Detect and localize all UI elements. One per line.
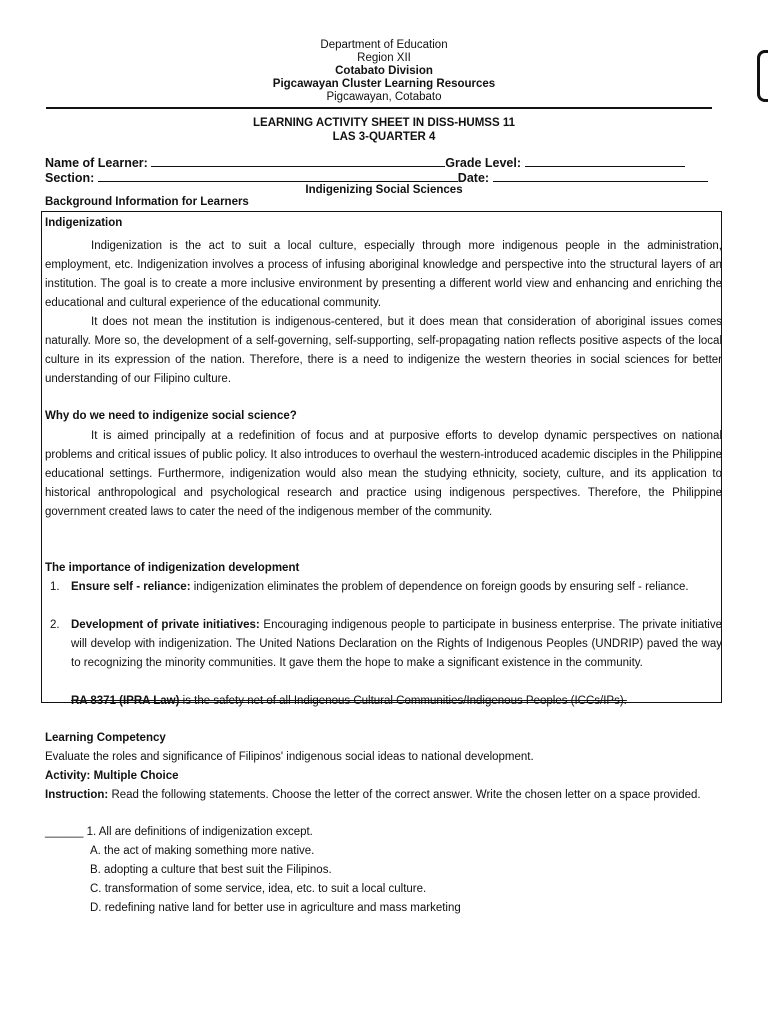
address-line: Pigcawayan, Cotabato — [326, 91, 442, 103]
date-input-line[interactable] — [493, 170, 708, 182]
division-line: Cotabato Division — [335, 65, 433, 77]
list-text: indigenization eliminates the problem of dependence on foreign goods by ensuring self - reliance. — [190, 581, 689, 593]
ra-note — [71, 692, 627, 711]
why-heading: Why do we need to indigenize social science? — [45, 410, 297, 422]
list-item — [45, 616, 722, 692]
list-body — [71, 616, 722, 673]
grade-label: Grade Level: — [445, 156, 522, 170]
section-field-row — [45, 170, 708, 185]
choice-c: C. transformation of some service, idea, etc. to suit a local culture. — [90, 883, 427, 895]
list-item — [45, 578, 722, 616]
activity-heading: Activity: Multiple Choice — [45, 770, 179, 782]
list-body — [71, 578, 722, 597]
grade-input-line[interactable] — [525, 155, 685, 167]
choice-d: D. redefining native land for better use in agriculture and mass marketing — [90, 902, 461, 914]
competency-text: Evaluate the roles and significance of Filipinos' indigenous social ideas to national development. — [45, 751, 534, 763]
department-line: Department of Education — [320, 39, 448, 51]
answer-blank[interactable]: ______ — [45, 826, 84, 838]
cluster-line: Pigcawayan Cluster Learning Resources — [272, 78, 496, 90]
instruction-label: Instruction: — [45, 789, 109, 801]
list-text: Encouraging indigenous people to participate in business enterprise. The private initiative will develop with indigenization. The United Nations Declaration on the Rights of Indigenous Peoples (UNDRIP) paved the way to recognizing the minority communities. It gave them the hope to make a significant existence in the community. — [71, 619, 722, 669]
list-number: 1. — [50, 581, 60, 593]
section-input-line[interactable] — [98, 170, 458, 182]
paragraph-1: Indigenization is the act to suit a local culture, especially through more indigenous people in the administration, employment, etc. Indigenization involves a process of infusing aboriginal knowledge and perspective into the structural layers of an institution. The goal is to create a more inclusive environment by presenting a different world view and enhancing and enriching the educational and cultural experience of the educational community. — [45, 240, 722, 309]
choice-a: A. the act of making something more native. — [90, 845, 315, 857]
header-divider — [46, 107, 712, 109]
topic-title: Indigenizing Social Sciences — [305, 184, 463, 196]
section-label: Section: — [45, 171, 95, 185]
paragraph-3: It is aimed principally at a redefinition of focus and at purposive efforts to develop dynamic perspectives on national problems and critical issues of public policy. It also introduces to overhaul the western-introduced academic disciples in the Philippine educational settings. Furthermore, indigenization would also mean the studying ethnicity, society, culture, and its application to historical anthropological and psychological research and practice using indigenous perspectives. Therefore, the Philippine government created laws to cater the need of the indigenous member of the community. — [45, 430, 722, 518]
name-input-line[interactable] — [151, 155, 445, 167]
background-heading: Background Information for Learners — [45, 196, 249, 208]
date-label: Date: — [457, 171, 490, 185]
region-line: Region XII — [357, 52, 411, 64]
instruction — [45, 786, 722, 805]
letterhead — [0, 39, 768, 104]
ra-law-text: is the safety net of all Indigenous Cultural Communities/Indigenous Peoples (ICCs/IPs). — [179, 695, 627, 707]
list-term: Ensure self - reliance: — [71, 581, 191, 593]
paragraph-2: It does not mean the institution is indigenous-centered, but it does mean that consideration of aboriginal issues comes naturally. More so, the development of a self-governing, self-supporting, self-propagating nation reflects positive aspects of the local culture in its expression of the nation. Therefore, there is a need to indigenize the western theories in social sciences for better understanding of our Filipino culture. — [45, 316, 722, 385]
question-text: 1. All are definitions of indigenization except. — [83, 826, 313, 838]
competency-heading: Learning Competency — [45, 732, 166, 744]
sheet-subtitle: LAS 3-QUARTER 4 — [332, 131, 436, 143]
importance-heading: The importance of indigenization development — [45, 562, 300, 574]
name-field-row — [45, 155, 685, 170]
ra-law-name: RA 8371 (IPRA Law) — [71, 695, 180, 707]
indigenization-heading: Indigenization — [45, 217, 123, 229]
instruction-text: Read the following statements. Choose the letter of the correct answer. Write the chosen letter on a space provided. — [108, 789, 701, 801]
list-number: 2. — [50, 619, 60, 631]
question-1 — [45, 823, 313, 842]
choice-b: B. adopting a culture that best suit the Filipinos. — [90, 864, 332, 876]
name-label: Name of Learner: — [45, 156, 148, 170]
list-term: Development of private initiatives: — [71, 619, 260, 631]
sheet-title: LEARNING ACTIVITY SHEET IN DISS-HUMSS 11 — [253, 117, 515, 129]
